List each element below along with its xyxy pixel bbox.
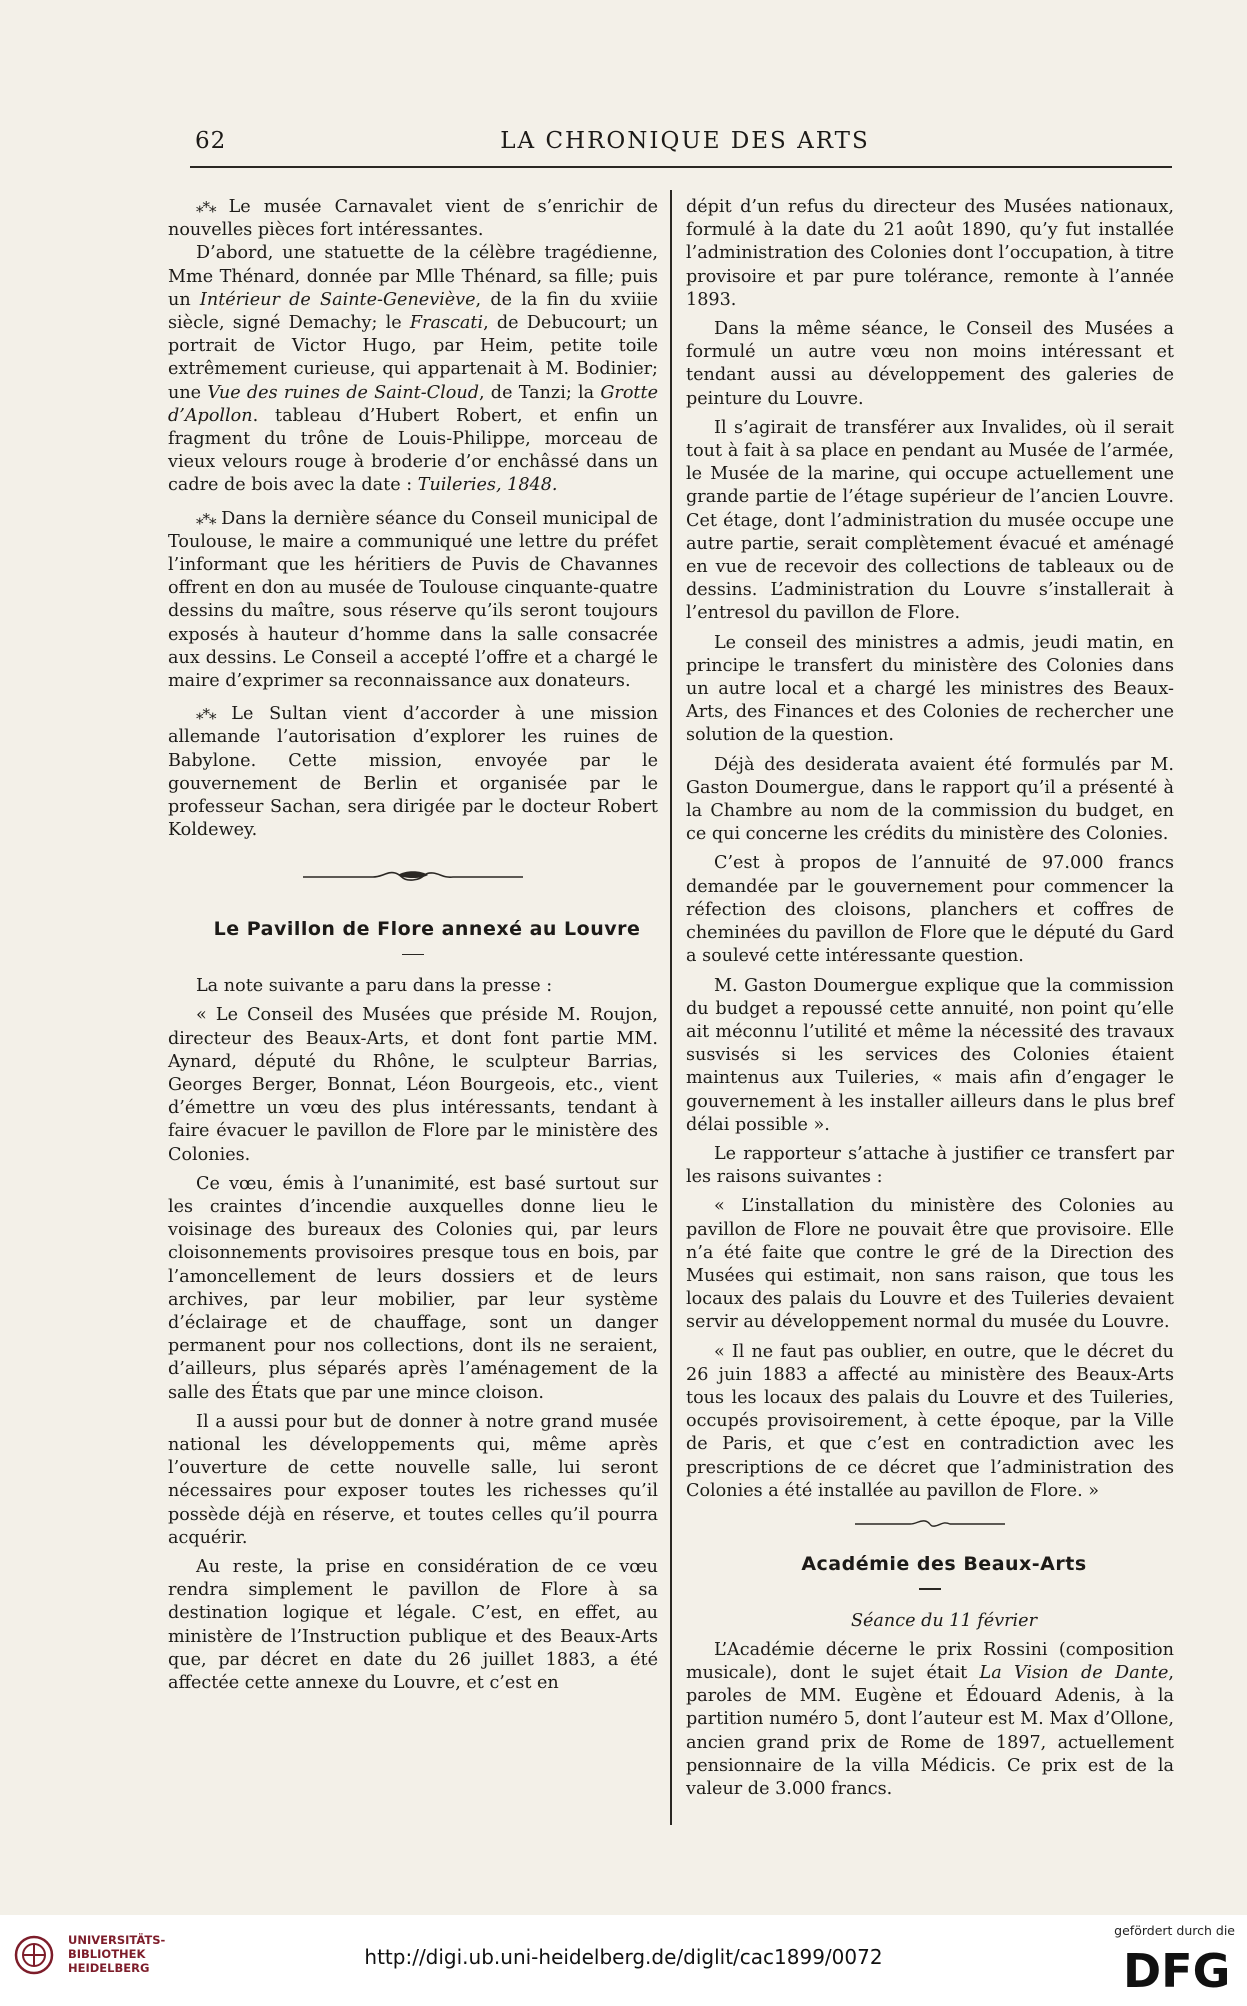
library-line: UNIVERSITÄTS- <box>68 1933 166 1947</box>
paragraph-prix-rossini <box>686 1639 1174 1801</box>
paragraph-text: Le Sultan vient d’accorder à une mission allemande l’autorisation d’explorer les ruines de Babylone. Cette mission, envoyée par le gouvernement de Berlin et organisée par le professeur Sachan, sera dirigée par le docteur Robert Koldewey. <box>168 704 658 841</box>
funding-label: gefördert durch die <box>1114 1923 1235 1938</box>
paragraph-text: Le musée Carnavalet vient de s’enrichir de nouvelles pièces fort intéressantes. <box>168 197 658 241</box>
title-dash <box>402 954 424 956</box>
text-run: . tableau d’Hubert Robert, et enfin un fragment du trône de Louis-Philippe, morceau de vieux velours rouge à broderie d’or enchâssé dans un cadre de bois avec la date : <box>168 405 658 496</box>
library-line: HEIDELBERG <box>68 1961 150 1975</box>
paragraph-decret: « Il ne faut pas oublier, en outre, que le décret du 26 juin 1883 a affecté au ministère des Beaux-Arts tous les locaux des palais du Louvre et des Tuileries, occupés provisoirement, à cette époque, par la Ville de Paris, et que c’est en contradiction avec les prescriptions de ce décret que l’administration des Colonies a été installée au pavillon de Flore. » <box>686 1341 1174 1501</box>
date-inscription: Tuileries, 1848. <box>417 475 558 496</box>
paragraph-but: Il a aussi pour but de donner à notre grand musée national les développements qui, même après l’ouverture de cette nouvelle salle, lui seront nécessaires pour exposer toutes les richesses qu’il possède déjà en réserve, et toutes celles qu’il pourra acquérir. <box>168 1411 658 1548</box>
paragraph-reste: Au reste, la prise en considération de ce vœu rendra simplement le pavillon de Flore à sa destination logique et légale. C’est, en effet, au ministère de l’Instruction publique et des Beaux-Arts que, par décret en date du 26 juillet 1883, a été affectée cette annexe du Louvre, et c’est en <box>168 1557 658 1694</box>
paragraph-voeu: Ce vœu, émis à l’unanimité, est basé surtout sur les craintes d’incendie auxquelles donne lieu le voisinage des bureaux des Colonies qui, par leurs cloisonnements provisoires presque tous en bois, par l’amoncellement de leurs dossiers et de leurs archives, par leur mobilier, par leur système d’éclairage et de chauffage, sont un danger permanent pour nos collections, dont ils ne seraient, d’ailleurs, plus séparés après l’aménagement de la salle des États que par une mince cloison. <box>168 1173 658 1403</box>
digitization-footer <box>0 1915 1247 2006</box>
paragraph-ministres: Le conseil des ministres a admis, jeudi matin, en principe le transfert du ministère des Colonies dans un autre local et a chargé les ministres des Beaux-Arts, des Finances et des Colonies de rechercher une solution de la question. <box>686 632 1174 746</box>
paragraph-seance: Dans la même séance, le Conseil des Musées a formulé un autre vœu non moins intéressant et tendant aussi au développement des galeries de peinture du Louvre. <box>686 319 1174 409</box>
paragraph-depit: dépit d’un refus du directeur des Musées nationaux, formulé à la date du 21 août 1890, qu’y fut installée l’administration des Colonies dont l’occupation, à titre provisoire et par pure tolérance, remonte à l’année 1893. <box>686 197 1174 310</box>
column-divider <box>670 190 672 1825</box>
paragraph-desiderata: Déjà des desiderata avaient été formulés par M. Gaston Doumergue, dans le rapport qu’il a présenté à la Chambre au nom de la commission du budget, en ce qui concerne les crédits du ministère des Colonies. <box>686 754 1174 845</box>
artwork-title: Intérieur de Sainte-Geneviève <box>199 289 476 310</box>
paragraph-doumergue: M. Gaston Doumergue explique que la commission du budget a repoussé cette annuité, non point qu’elle ait méconnu l’utilité et même la nécessité des travaux susvisés si les services des Colonies étaient maintenus aux Tuileries, « mais afin d’engager le gouvernement à les installer ailleurs dans le plus bref délai possible ». <box>686 975 1174 1135</box>
work-title: La Vision de Dante <box>979 1663 1169 1684</box>
section-title-pavillon: Le Pavillon de Flore annexé au Louvre <box>213 918 641 941</box>
running-head <box>195 128 1175 164</box>
asterism: ⁎*⁎ <box>196 705 216 724</box>
artwork-title: Grotte d’Apollon <box>168 382 658 426</box>
text-run: , paroles de MM. Eugène et Édouard Adenis, à la partition numéro 5, dont l’auteur est M. Max d’Ollone, ancien grand prix de Rome de 1897, actuellement pensionnaire de la villa Médicis. Ce prix est de la valeur de 3.000 francs. <box>686 1663 1175 1800</box>
paragraph-acquisitions <box>168 242 658 497</box>
paragraph-note: La note suivante a paru dans la presse : <box>196 976 553 997</box>
left-column <box>168 196 658 1695</box>
paragraph-annuite: C’est à propos de l’annuité de 97.000 francs demandée par le gouvernement pour commencer la réfection des cloisons, planchers et coffres de cheminées du pavillon de Flore que le député du Gard a soulevé cette intéressante question. <box>686 853 1174 967</box>
library-line: BIBLIOTHEK <box>68 1947 146 1961</box>
journal-title: LA CHRONIQUE DES ARTS <box>500 128 870 154</box>
title-dash <box>919 1588 941 1590</box>
right-column <box>686 196 1174 1801</box>
section-title-academie: Académie des Beaux-Arts <box>801 1552 1087 1575</box>
paragraph-conseil: « Le Conseil des Musées que préside M. Roujon, directeur des Beaux-Arts, et dont font partie MM. Aynard, député du Rhône, le sculpteur Barrias, Georges Berger, Bonnat, Léon Bourgeois, etc., vient d’émettre un vœu des plus intéressants, tendant à faire évacuer le pavillon de Flore par le ministère des Colonies. <box>168 1005 658 1165</box>
paragraph-toulouse <box>168 508 658 694</box>
dfg-logo-text: DFG <box>1123 1944 1231 1993</box>
paragraph-invalides: Il s’agirait de transférer aux Invalides, où il serait tout à fait à sa place en pendant au Musée de l’armée, le Musée de la marine, qui occupe actuellement une grande partie de l’étage supérieur de l’ancien Louvre. Cet étage, dont l’administration du musée occupe une autre partie, serait complètement évacué et aménagé en vue de recevoir des collections de tableaux ou de dessins. L’administration du Louvre s’installerait à l’entresol du pavillon de Flore. <box>686 417 1174 624</box>
text-run: L’Académie décerne le prix Rossini (composition musicale), dont le sujet était <box>686 1639 1174 1684</box>
header-rule <box>190 166 1172 168</box>
permalink-url[interactable]: http://digi.ub.uni-heidelberg.de/diglit/cac1899/0072 <box>364 1945 883 1969</box>
page-number: 62 <box>195 128 227 154</box>
artwork-title: Vue des ruines de Saint-Cloud <box>207 382 479 403</box>
paragraph-text: Dans la dernière séance du Conseil municipal de Toulouse, le maire a communiqué une lettre du préfet l’informant que les héritiers de Puvis de Chavannes offrent en don au musée de Toulouse cinquante-quatre dessins du maître, sous réserve qu’ils seront toujours exposés à hauteur d’homme dans la salle consacrée aux dessins. Le Conseil a accepté l’offre et a chargé le maire d’exprimer sa reconnaissance aux donateurs. <box>168 508 658 692</box>
dfg-logo-icon <box>1123 1943 1235 1993</box>
paragraph-installation: « L’installation du ministère des Colonies au pavillon de Flore ne pouvait être que provisoire. Elle n’a été faite que contre le gré de la Direction des Musées qui estimait, non sans raison, que tous les locaux des palais du Louvre et des Tuileries devaient servir au développement normal du musée du Louvre. <box>686 1196 1174 1333</box>
ornament-divider <box>303 868 523 884</box>
ornament-divider <box>855 1517 1005 1529</box>
text-run: , de Debucourt; un portrait de Victor Hugo, par Heim, petite toile extrêmement curieuse, qui appartenait à M. Bodinier; une <box>168 313 658 403</box>
text-run: , de la fin du xviiie siècle, signé Demachy; le <box>168 289 658 334</box>
text-run: D’abord, une statuette de la célèbre tragédienne, Mme Thénard, donnée par Mlle Thénard, sa fille; puis un <box>168 243 658 310</box>
session-date: Séance du 11 février <box>850 1610 1038 1631</box>
asterism: ⁎*⁎ <box>196 509 216 528</box>
paragraph-carnavalet <box>168 196 658 242</box>
artwork-title: Frascati <box>409 313 484 334</box>
paragraph-rapporteur: Le rapporteur s’attache à justifier ce transfert par les raisons suivantes : <box>686 1143 1174 1188</box>
paragraph-babylone <box>168 703 658 842</box>
asterism: ⁎*⁎ <box>196 198 216 216</box>
text-run: , de Tanzi; la <box>478 382 601 403</box>
